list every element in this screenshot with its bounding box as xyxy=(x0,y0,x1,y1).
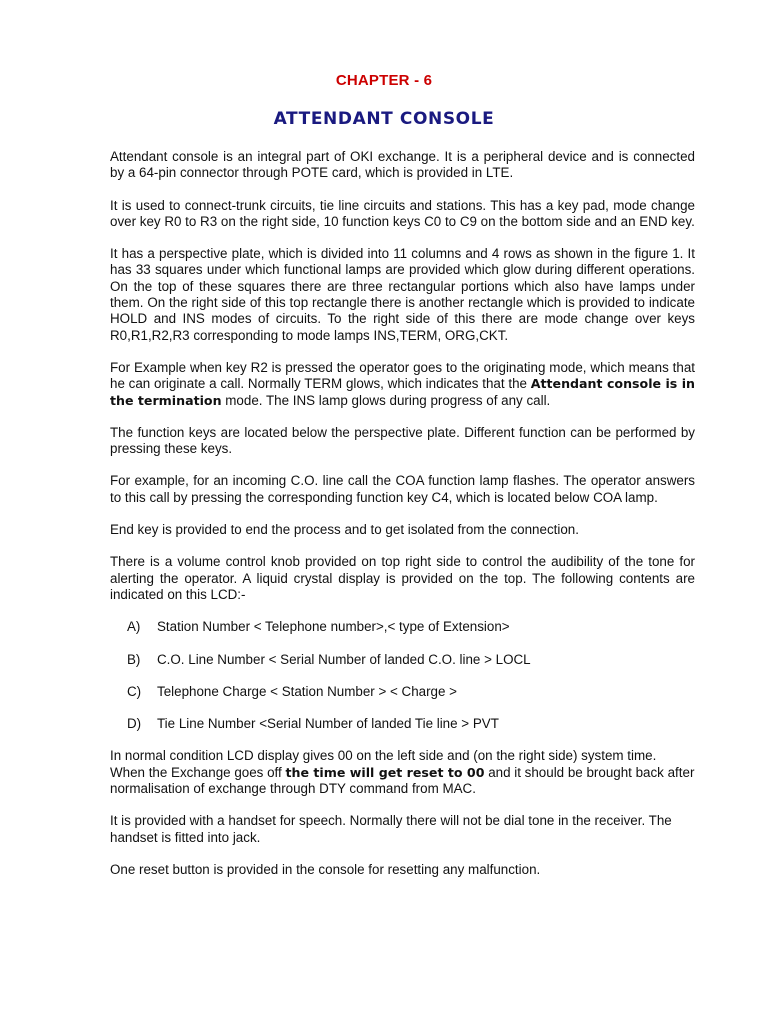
bold-text: the time will get reset to 00 xyxy=(285,764,485,780)
paragraph-end-key: End key is provided to end the process and to get isolated from the connection. xyxy=(110,522,579,538)
list-item-text: C.O. Line Number < Serial Number of landed C.O. line > LOCL xyxy=(157,651,531,667)
text-run: For Example when key R2 is pressed the operator goes to the originating mode, which means that he can originate a call. Normally TERM glows, which indicates that the xyxy=(110,359,695,392)
list-item-text: Station Number < Telephone number>,< type of Extension> xyxy=(157,619,510,635)
paragraph-coa-example: For example, for an incoming C.O. line call the COA function lamp flashes. The operator answers to this call by pressing the corresponding function key C4, which is located below COA lamp. xyxy=(110,473,695,505)
list-marker: C) xyxy=(127,683,142,699)
list-item xyxy=(127,684,695,700)
paragraph-lcd-normal xyxy=(110,748,695,797)
paragraph-function-keys: The function keys are located below the perspective plate. Different function can be performed by pressing these keys. xyxy=(110,424,695,457)
lcd-contents-list xyxy=(110,619,695,732)
list-marker: D) xyxy=(127,716,142,732)
paragraph-mode-example xyxy=(110,360,695,409)
document-body xyxy=(110,149,695,894)
list-item xyxy=(127,619,695,635)
list-marker: A) xyxy=(127,619,141,635)
paragraph-handset: It is provided with a handset for speech. Normally there will not be dial tone in the receiver. The handset is fitted into jack. xyxy=(110,813,672,845)
paragraph-lcd-intro: There is a volume control knob provided on top right side to control the audibility of the tone for alerting the operator. A liquid crystal display is provided on the top. The following contents are indicated on this LCD:- xyxy=(110,554,695,602)
paragraph-intro: Attendant console is an integral part of OKI exchange. It is a peripheral device and is connected by a 64-pin connector through POTE card, which is provided in LTE. xyxy=(110,149,695,181)
chapter-title: ATTENDANT CONSOLE xyxy=(273,109,495,129)
list-item xyxy=(127,652,695,668)
text-run: In normal condition LCD display gives 00 on the left side and (on the right side) system time. When the Exchange goes off xyxy=(110,748,657,780)
text-run: mode. The INS lamp glows during progress of any call. xyxy=(221,392,551,408)
list-marker: B) xyxy=(127,651,141,667)
list-item xyxy=(127,716,695,732)
text-run: and it should be brought back after normalisation of exchange through DTY command from MAC. xyxy=(110,764,695,797)
list-item-text: Telephone Charge < Station Number > < Charge > xyxy=(157,683,457,699)
list-item-text: Tie Line Number <Serial Number of landed Tie line > PVT xyxy=(157,716,499,732)
paragraph-perspective-plate: It has a perspective plate, which is divided into 11 columns and 4 rows as shown in the figure 1. It has 33 squares under which functional lamps are provided which glow during different operations. On the top of these squares there are three rectangular portions which also have lamps under them. On the right side of this top rectangle there is another rectangle which is provided to indicate HOLD and INS modes of circuits. To the right side of this there are mode change over keys R0,R1,R2,R3 corresponding to mode lamps INS,TERM, ORG,CKT. xyxy=(110,246,695,343)
paragraph-reset-button: One reset button is provided in the console for resetting any malfunction. xyxy=(110,861,541,877)
chapter-number: CHAPTER - 6 xyxy=(335,72,433,89)
paragraph-usage: It is used to connect-trunk circuits, tie line circuits and stations. This has a key pad, mode change over key R0 to R3 on the right side, 10 function keys C0 to C9 on the bottom side and an END key. xyxy=(110,197,695,229)
bold-text: Attendant console is in the termination xyxy=(110,376,695,408)
